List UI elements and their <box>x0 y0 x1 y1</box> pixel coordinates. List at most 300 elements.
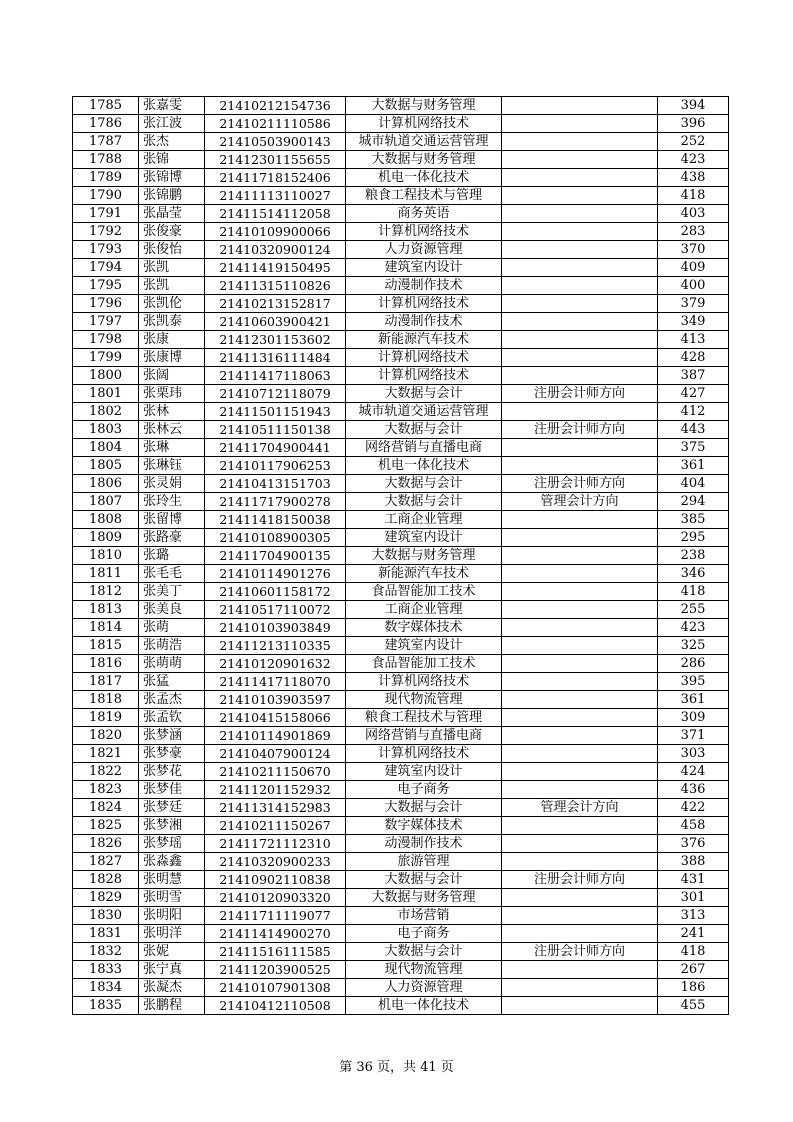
exam-id-cell: 21410114901276 <box>205 565 346 583</box>
row-number-cell: 1798 <box>73 331 139 349</box>
page-footer: 第 36 页，共 41 页 <box>339 1060 454 1075</box>
major-cell: 商务英语 <box>346 205 502 223</box>
student-name-cell: 张孟钦 <box>139 709 205 727</box>
score-cell: 455 <box>658 997 729 1015</box>
direction-cell <box>502 457 658 475</box>
direction-cell <box>502 673 658 691</box>
student-name-cell: 张琳钰 <box>139 457 205 475</box>
table-row <box>73 331 729 349</box>
score-cell: 385 <box>658 511 729 529</box>
direction-cell <box>502 313 658 331</box>
direction-cell <box>502 277 658 295</box>
score-cell: 394 <box>658 97 729 115</box>
student-name-cell: 张阔 <box>139 367 205 385</box>
exam-id-cell: 21411417118063 <box>205 367 346 385</box>
score-cell: 423 <box>658 619 729 637</box>
direction-cell <box>502 367 658 385</box>
major-cell: 食品智能加工技术 <box>346 583 502 601</box>
table-row <box>73 133 729 151</box>
student-name-cell: 张璐 <box>139 547 205 565</box>
table-row <box>73 547 729 565</box>
exam-id-cell: 21411316111484 <box>205 349 346 367</box>
direction-cell <box>502 205 658 223</box>
direction-cell <box>502 655 658 673</box>
major-cell: 大数据与会计 <box>346 421 502 439</box>
score-cell: 238 <box>658 547 729 565</box>
exam-id-cell: 21411718152406 <box>205 169 346 187</box>
direction-cell <box>502 709 658 727</box>
major-cell: 动漫制作技术 <box>346 313 502 331</box>
student-name-cell: 张灵娟 <box>139 475 205 493</box>
table-row <box>73 385 729 403</box>
student-name-cell: 张锦 <box>139 151 205 169</box>
table-row <box>73 151 729 169</box>
student-name-cell: 张康 <box>139 331 205 349</box>
major-cell: 大数据与会计 <box>346 943 502 961</box>
direction-cell <box>502 547 658 565</box>
table-row <box>73 277 729 295</box>
direction-cell <box>502 781 658 799</box>
student-name-cell: 张留博 <box>139 511 205 529</box>
row-number-cell: 1828 <box>73 871 139 889</box>
score-cell: 443 <box>658 421 729 439</box>
row-number-cell: 1794 <box>73 259 139 277</box>
direction-cell <box>502 583 658 601</box>
score-cell: 427 <box>658 385 729 403</box>
direction-cell <box>502 151 658 169</box>
score-cell: 387 <box>658 367 729 385</box>
exam-id-cell: 21412301153602 <box>205 331 346 349</box>
exam-id-cell: 21410407900124 <box>205 745 346 763</box>
table-row <box>73 187 729 205</box>
row-number-cell: 1788 <box>73 151 139 169</box>
score-cell: 404 <box>658 475 729 493</box>
table-row <box>73 655 729 673</box>
student-name-cell: 张嘉雯 <box>139 97 205 115</box>
score-cell: 349 <box>658 313 729 331</box>
exam-id-cell: 21411419150495 <box>205 259 346 277</box>
score-cell: 241 <box>658 925 729 943</box>
major-cell: 食品智能加工技术 <box>346 655 502 673</box>
row-number-cell: 1804 <box>73 439 139 457</box>
major-cell: 工商企业管理 <box>346 511 502 529</box>
table-row <box>73 529 729 547</box>
row-number-cell: 1791 <box>73 205 139 223</box>
student-name-cell: 张美丁 <box>139 583 205 601</box>
row-number-cell: 1821 <box>73 745 139 763</box>
major-cell: 人力资源管理 <box>346 979 502 997</box>
score-cell: 413 <box>658 331 729 349</box>
score-cell: 409 <box>658 259 729 277</box>
exam-id-cell: 21411514112058 <box>205 205 346 223</box>
major-cell: 大数据与会计 <box>346 871 502 889</box>
major-cell: 计算机网络技术 <box>346 115 502 133</box>
score-cell: 375 <box>658 439 729 457</box>
major-cell: 大数据与会计 <box>346 799 502 817</box>
table-row <box>73 745 729 763</box>
table-row <box>73 223 729 241</box>
major-cell: 现代物流管理 <box>346 961 502 979</box>
major-cell: 城市轨道交通运营管理 <box>346 133 502 151</box>
row-number-cell: 1826 <box>73 835 139 853</box>
table-row <box>73 241 729 259</box>
student-name-cell: 张凯 <box>139 277 205 295</box>
row-number-cell: 1811 <box>73 565 139 583</box>
direction-cell <box>502 115 658 133</box>
exam-id-cell: 21411314152983 <box>205 799 346 817</box>
student-name-cell: 张路豪 <box>139 529 205 547</box>
exam-id-cell: 21410103903597 <box>205 691 346 709</box>
row-number-cell: 1815 <box>73 637 139 655</box>
exam-id-cell: 21411501151943 <box>205 403 346 421</box>
exam-id-cell: 21410320900233 <box>205 853 346 871</box>
exam-id-cell: 21410211110586 <box>205 115 346 133</box>
student-name-cell: 张凯伦 <box>139 295 205 313</box>
major-cell: 现代物流管理 <box>346 691 502 709</box>
score-cell: 325 <box>658 637 729 655</box>
major-cell: 动漫制作技术 <box>346 835 502 853</box>
exam-id-cell: 21411721112310 <box>205 835 346 853</box>
table-row <box>73 565 729 583</box>
direction-cell: 注册会计师方向 <box>502 871 658 889</box>
student-name-cell: 张康博 <box>139 349 205 367</box>
score-cell: 252 <box>658 133 729 151</box>
score-cell: 303 <box>658 745 729 763</box>
row-number-cell: 1820 <box>73 727 139 745</box>
row-number-cell: 1819 <box>73 709 139 727</box>
row-number-cell: 1810 <box>73 547 139 565</box>
major-cell: 计算机网络技术 <box>346 745 502 763</box>
direction-cell <box>502 853 658 871</box>
exam-id-cell: 21410212154736 <box>205 97 346 115</box>
major-cell: 大数据与财务管理 <box>346 151 502 169</box>
direction-cell <box>502 619 658 637</box>
score-cell: 423 <box>658 151 729 169</box>
exam-id-cell: 21410114901869 <box>205 727 346 745</box>
major-cell: 建筑室内设计 <box>346 259 502 277</box>
row-number-cell: 1818 <box>73 691 139 709</box>
student-name-cell: 张梦佳 <box>139 781 205 799</box>
row-number-cell: 1799 <box>73 349 139 367</box>
score-cell: 431 <box>658 871 729 889</box>
row-number-cell: 1814 <box>73 619 139 637</box>
table-row <box>73 799 729 817</box>
direction-cell <box>502 565 658 583</box>
row-number-cell: 1823 <box>73 781 139 799</box>
exam-id-cell: 21412301155655 <box>205 151 346 169</box>
student-name-cell: 张梦廷 <box>139 799 205 817</box>
direction-cell <box>502 187 658 205</box>
score-cell: 424 <box>658 763 729 781</box>
student-name-cell: 张杰 <box>139 133 205 151</box>
row-number-cell: 1829 <box>73 889 139 907</box>
student-name-cell: 张明洋 <box>139 925 205 943</box>
score-cell: 361 <box>658 691 729 709</box>
table-row <box>73 817 729 835</box>
student-name-cell: 张凯泰 <box>139 313 205 331</box>
table-row <box>73 349 729 367</box>
major-cell: 建筑室内设计 <box>346 529 502 547</box>
direction-cell <box>502 925 658 943</box>
exam-id-cell: 21410120901632 <box>205 655 346 673</box>
table-row <box>73 727 729 745</box>
row-number-cell: 1787 <box>73 133 139 151</box>
exam-id-cell: 21410211150670 <box>205 763 346 781</box>
score-cell: 371 <box>658 727 729 745</box>
direction-cell <box>502 907 658 925</box>
table-row <box>73 313 729 331</box>
student-name-cell: 张淼鑫 <box>139 853 205 871</box>
row-number-cell: 1830 <box>73 907 139 925</box>
table-row <box>73 475 729 493</box>
major-cell: 机电一体化技术 <box>346 457 502 475</box>
table-row <box>73 907 729 925</box>
row-number-cell: 1802 <box>73 403 139 421</box>
score-cell: 403 <box>658 205 729 223</box>
score-cell: 301 <box>658 889 729 907</box>
exam-id-cell: 21410117906253 <box>205 457 346 475</box>
score-cell: 436 <box>658 781 729 799</box>
major-cell: 数字媒体技术 <box>346 619 502 637</box>
exam-id-cell: 21411315110826 <box>205 277 346 295</box>
major-cell: 粮食工程技术与管理 <box>346 709 502 727</box>
table-row <box>73 367 729 385</box>
row-number-cell: 1832 <box>73 943 139 961</box>
student-name-cell: 张梦涵 <box>139 727 205 745</box>
exam-id-cell: 21411201152932 <box>205 781 346 799</box>
direction-cell <box>502 259 658 277</box>
exam-id-cell: 21410108900305 <box>205 529 346 547</box>
direction-cell <box>502 169 658 187</box>
score-cell: 376 <box>658 835 729 853</box>
student-name-cell: 张孟杰 <box>139 691 205 709</box>
major-cell: 大数据与财务管理 <box>346 547 502 565</box>
table-row <box>73 493 729 511</box>
exam-id-cell: 21411704900441 <box>205 439 346 457</box>
exam-id-cell: 21410517110072 <box>205 601 346 619</box>
student-name-cell: 张江波 <box>139 115 205 133</box>
table-row <box>73 943 729 961</box>
major-cell: 计算机网络技术 <box>346 673 502 691</box>
direction-cell <box>502 961 658 979</box>
direction-cell <box>502 601 658 619</box>
exam-id-cell: 21410109900066 <box>205 223 346 241</box>
score-cell: 370 <box>658 241 729 259</box>
direction-cell <box>502 817 658 835</box>
exam-id-cell: 21410902110838 <box>205 871 346 889</box>
student-name-cell: 张栗玮 <box>139 385 205 403</box>
direction-cell <box>502 997 658 1015</box>
row-number-cell: 1800 <box>73 367 139 385</box>
row-number-cell: 1816 <box>73 655 139 673</box>
score-cell: 418 <box>658 583 729 601</box>
score-cell: 313 <box>658 907 729 925</box>
exam-id-cell: 21410511150138 <box>205 421 346 439</box>
major-cell: 大数据与会计 <box>346 493 502 511</box>
score-cell: 418 <box>658 943 729 961</box>
direction-cell <box>502 223 658 241</box>
student-name-cell: 张萌 <box>139 619 205 637</box>
table-row <box>73 421 729 439</box>
row-number-cell: 1817 <box>73 673 139 691</box>
score-cell: 267 <box>658 961 729 979</box>
exam-id-cell: 21410415158066 <box>205 709 346 727</box>
score-cell: 283 <box>658 223 729 241</box>
major-cell: 建筑室内设计 <box>346 637 502 655</box>
student-name-cell: 张妮 <box>139 943 205 961</box>
row-number-cell: 1793 <box>73 241 139 259</box>
student-name-cell: 张明雪 <box>139 889 205 907</box>
student-name-cell: 张锦鹏 <box>139 187 205 205</box>
major-cell: 计算机网络技术 <box>346 349 502 367</box>
major-cell: 网络营销与直播电商 <box>346 727 502 745</box>
score-cell: 438 <box>658 169 729 187</box>
row-number-cell: 1806 <box>73 475 139 493</box>
row-number-cell: 1796 <box>73 295 139 313</box>
table-row <box>73 439 729 457</box>
exam-id-cell: 21411711119077 <box>205 907 346 925</box>
table-row <box>73 691 729 709</box>
table-row <box>73 205 729 223</box>
student-name-cell: 张鹏程 <box>139 997 205 1015</box>
row-number-cell: 1812 <box>73 583 139 601</box>
exam-id-cell: 21411516111585 <box>205 943 346 961</box>
exam-id-cell: 21411414900270 <box>205 925 346 943</box>
exam-id-cell: 21410413151703 <box>205 475 346 493</box>
score-cell: 400 <box>658 277 729 295</box>
row-number-cell: 1813 <box>73 601 139 619</box>
student-name-cell: 张俊豪 <box>139 223 205 241</box>
exam-id-cell: 21411418150038 <box>205 511 346 529</box>
direction-cell <box>502 331 658 349</box>
direction-cell <box>502 637 658 655</box>
student-name-cell: 张梦豪 <box>139 745 205 763</box>
row-number-cell: 1835 <box>73 997 139 1015</box>
major-cell: 大数据与会计 <box>346 475 502 493</box>
student-name-cell: 张林 <box>139 403 205 421</box>
score-cell: 294 <box>658 493 729 511</box>
direction-cell <box>502 889 658 907</box>
direction-cell <box>502 349 658 367</box>
row-number-cell: 1833 <box>73 961 139 979</box>
major-cell: 工商企业管理 <box>346 601 502 619</box>
row-number-cell: 1809 <box>73 529 139 547</box>
exam-id-cell: 21411213110335 <box>205 637 346 655</box>
direction-cell: 注册会计师方向 <box>502 421 658 439</box>
direction-cell <box>502 439 658 457</box>
score-cell: 395 <box>658 673 729 691</box>
score-cell: 412 <box>658 403 729 421</box>
row-number-cell: 1803 <box>73 421 139 439</box>
score-cell: 255 <box>658 601 729 619</box>
major-cell: 大数据与财务管理 <box>346 889 502 907</box>
student-name-cell: 张梦瑶 <box>139 835 205 853</box>
direction-cell <box>502 529 658 547</box>
score-cell: 379 <box>658 295 729 313</box>
exam-id-cell: 21410601158172 <box>205 583 346 601</box>
direction-cell <box>502 691 658 709</box>
major-cell: 大数据与会计 <box>346 385 502 403</box>
student-name-cell: 张猛 <box>139 673 205 691</box>
student-name-cell: 张毛毛 <box>139 565 205 583</box>
direction-cell <box>502 763 658 781</box>
table-row <box>73 169 729 187</box>
exam-id-cell: 21411417118070 <box>205 673 346 691</box>
major-cell: 新能源汽车技术 <box>346 565 502 583</box>
table-row <box>73 925 729 943</box>
row-number-cell: 1786 <box>73 115 139 133</box>
row-number-cell: 1808 <box>73 511 139 529</box>
student-name-cell: 张宁真 <box>139 961 205 979</box>
direction-cell <box>502 133 658 151</box>
row-number-cell: 1795 <box>73 277 139 295</box>
table-row <box>73 511 729 529</box>
row-number-cell: 1797 <box>73 313 139 331</box>
direction-cell: 管理会计方向 <box>502 799 658 817</box>
table-row <box>73 997 729 1015</box>
direction-cell <box>502 403 658 421</box>
row-number-cell: 1822 <box>73 763 139 781</box>
student-name-cell: 张萌浩 <box>139 637 205 655</box>
exam-id-cell: 21410213152817 <box>205 295 346 313</box>
major-cell: 城市轨道交通运营管理 <box>346 403 502 421</box>
major-cell: 动漫制作技术 <box>346 277 502 295</box>
table-row <box>73 781 729 799</box>
score-cell: 186 <box>658 979 729 997</box>
table-row <box>73 979 729 997</box>
exam-id-cell: 21410320900124 <box>205 241 346 259</box>
table-row <box>73 115 729 133</box>
score-cell: 458 <box>658 817 729 835</box>
row-number-cell: 1785 <box>73 97 139 115</box>
major-cell: 计算机网络技术 <box>346 295 502 313</box>
direction-cell <box>502 97 658 115</box>
direction-cell <box>502 295 658 313</box>
table-row <box>73 295 729 313</box>
major-cell: 旅游管理 <box>346 853 502 871</box>
score-cell: 422 <box>658 799 729 817</box>
exam-id-cell: 21411717900278 <box>205 493 346 511</box>
student-name-cell: 张林云 <box>139 421 205 439</box>
student-name-cell: 张萌萌 <box>139 655 205 673</box>
major-cell: 大数据与财务管理 <box>346 97 502 115</box>
row-number-cell: 1801 <box>73 385 139 403</box>
table-row <box>73 637 729 655</box>
score-cell: 428 <box>658 349 729 367</box>
table-row <box>73 889 729 907</box>
row-number-cell: 1834 <box>73 979 139 997</box>
table-row <box>73 619 729 637</box>
major-cell: 计算机网络技术 <box>346 223 502 241</box>
score-cell: 388 <box>658 853 729 871</box>
exam-id-cell: 21410412110508 <box>205 997 346 1015</box>
student-name-cell: 张明慧 <box>139 871 205 889</box>
score-cell: 396 <box>658 115 729 133</box>
student-name-cell: 张琳 <box>139 439 205 457</box>
score-cell: 286 <box>658 655 729 673</box>
direction-cell <box>502 979 658 997</box>
student-name-cell: 张俊怡 <box>139 241 205 259</box>
student-name-cell: 张凝杰 <box>139 979 205 997</box>
exam-id-cell: 21410120903320 <box>205 889 346 907</box>
student-name-cell: 张明阳 <box>139 907 205 925</box>
direction-cell: 注册会计师方向 <box>502 943 658 961</box>
major-cell: 市场营销 <box>346 907 502 925</box>
row-number-cell: 1805 <box>73 457 139 475</box>
direction-cell <box>502 745 658 763</box>
major-cell: 建筑室内设计 <box>346 763 502 781</box>
table-row <box>73 673 729 691</box>
